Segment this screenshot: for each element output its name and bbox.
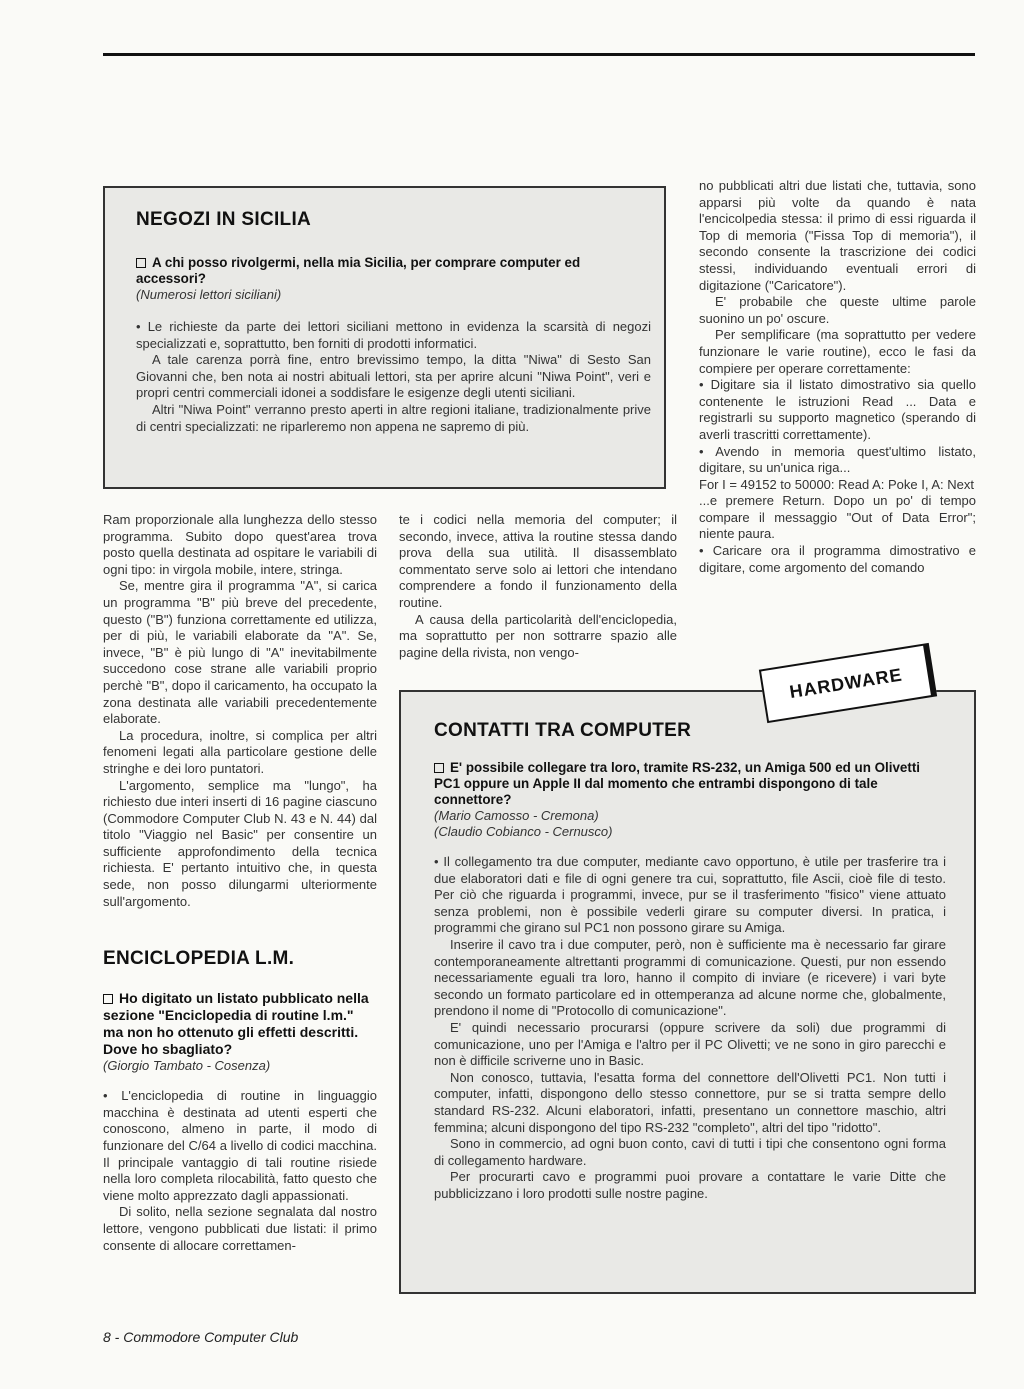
left-paragraph: La procedura, inoltre, si complica per altri fenomeni legati alla particolare gestione delle stringhe e dei loro puntatori. [103,727,377,776]
enciclopedia-paragraph: Di solito, nella sezione segnalata dal nostro lettore, vengono pubblicati due listati: il primo consente di allocare correttamen- [103,1204,377,1253]
middle-paragraph: A causa della particolarità dell'enciclopedia, ma soprattutto per non sottrarre spazio alle pagine della rivista, non vengo- [399,611,677,660]
checkbox-square-icon [103,994,113,1004]
sicilia-paragraph: • Le richieste da parte dei lettori siciliani mettono in evidenza la scarsità di negozi specializzati e, soprattutto, ben forniti di prodotti informatici. [136,319,651,351]
right-paragraph: Per semplificare (ma soprattutto per vedere funzionare le varie routine), ecco le fasi da compiere per operare correttamente: [699,327,976,376]
enciclopedia-body [103,1088,377,1254]
hardware-section-stamp: HARDWARE [759,643,937,723]
enciclopedia-paragraph: • L'enciclopedia di routine in linguaggio macchina è destinata ad utenti esperti che conoscono, almeno in parte, il modo di funzionare del C/64 a livello di codici macchina. Il principale vantaggio di tali routine risiede nella loro completa rilocabilità, fatto questo che viene molto apprezzato dagli appassionati. [103,1088,377,1203]
left-column [103,512,377,1254]
right-column [699,178,976,576]
page-footer: 8 - Commodore Computer Club [103,1329,299,1345]
sicilia-body [136,319,651,435]
right-paragraph: • Caricare ora il programma dimostrativo e digitare, come argomento del comando [699,543,976,575]
contatti-paragraph: • Il collegamento tra due computer, mediante cavo opportuno, è utile per trasferire tra i due elaboratori dati e file di ogni genere tra cui, soprattutto, file Ascii, cioè file di testo. Per ciò che riguarda i programmi, invece, pur se il trasferimento "fisico" viene attuato senza problemi, non è possibile vederli girare su computer diversi. In pratica, i programmi che girano sul PC1 non possono girare su Amiga. [434,854,946,936]
left-paragraph: Ram proporzionale alla lunghezza dello stesso programma. Subito dopo quest'area trova posto quella destinata ad ospitare le variabili di ogni tipo: in virgola mobile, intere, stringa. [103,512,377,577]
middle-column [399,512,677,661]
left-paragraph: L'argomento, semplice ma "lungo", ha richiesto due interi inserti di 16 pagine ciascuno (Commodore Computer Club N. 43 e N. 44) dal titolo "Viaggio nel Basic" per consentire un sufficiente approfondimento della tecnica richiesta. E' pertanto intuitivo che, in questa sede, non posso dilungarmi ulteriormente sull'argomento. [103,777,377,909]
middle-paragraph: te i codici nella memoria del computer; il secondo, invece, attiva la routine stessa dando prova della sua utilità. Il disassemblato commentato serve solo ai lettori che intendano comprendere a fondo il funzionamento della routine. [399,512,677,610]
sicilia-question [136,255,651,287]
contatti-paragraph: Sono in commercio, ad ogni buon conto, cavi di tutti i tipi che consentono ogni forma di collegamento hardware. [434,1136,946,1168]
sicilia-box [103,186,666,489]
contatti-question-text: E' possibile collegare tra loro, tramite RS-232, un Amiga 500 ed un Olivetti PC1 oppure un Apple II dal momento che entrambi dispongono di tale connettore? [434,760,921,807]
sicilia-byline: (Numerosi lettori siciliani) [136,287,282,302]
contatti-paragraph: E' quindi necessario procurarsi (oppure scrivere da soli) due programmi di comunicazione, uno per l'Amiga e l'altro per il PC Olivetti; ve ne sono in giro parecchi e non è difficile scriverne uno in Basic. [434,1019,946,1069]
sicilia-paragraph: A tale carenza porrà fine, entro brevissimo tempo, la ditta "Niwa" di Sesto San Giovanni che, ben nota ai nostri abituali lettori, sta per aprire alcuni "Niwa Point", veri e propri centri commerciali idonei a soddisfare le esigenze degli utenti siciliani. [136,352,651,401]
right-paragraph: • Avendo in memoria quest'ultimo listato, digitare, su un'unica riga... [699,443,976,476]
contatti-paragraph: Non conosco, tuttavia, l'esatta forma del connettore dell'Olivetti PC1. Non tutti i computer, infatti, dispongono dello stesso connettore, pur se si tratta sempre dello standard RS-232. Alcuni elaboratori, infatti, presentano un connettore maschio, altri femmina; alcuni dispongono del tipo RS-232 "completo", altri del tipo "ridotto". [434,1069,946,1135]
right-column-body [699,178,976,576]
sicilia-paragraph: Altri "Niwa Point" verranno presto aperti in altre regioni italiane, tradizionalmente prive di centri specializzati: ne riparleremo non appena ne sapremo di più. [136,401,651,434]
contatti-title: CONTATTI TRA COMPUTER [434,720,692,741]
contatti-paragraph: Inserire il cavo tra i due computer, però, non è sufficiente ma è necessario far girare contemporaneamente altrettanti programmi di comunicazione. Questi, pur non essendo necessariamente eguali tra loro, hanno il compito di inviare (e ricevere) i vari byte secondo un formato particolare ed in ottemperanza ad alcune norme che, globalmente, prendono il nome di "Protocollo di comunicazione". [434,936,946,1019]
right-paragraph: ...e premere Return. Dopo un po' di tempo compare il messaggio "Out of Data Error"; niente paura. [699,493,976,542]
top-rule [103,53,975,56]
contatti-byline-1: (Mario Camosso - Cremona) [434,808,599,823]
contatti-body [434,854,946,1202]
left-paragraph: Se, mentre gira il programma "A", si carica un programma "B" più breve del precedente, questo ("B") funziona correttamente ed utilizza, per di più, le variabili elaborate da "A". Se, invece, "B" è più lungo di "A" inevitabilmente succedono cose strane alle variabili proprio perchè "B", dopo il caricamento, ha occupato la zona destinata alle variabili precedentemente elaborate. [103,578,377,727]
enciclopedia-question [103,990,377,1058]
left-column-body [103,512,377,910]
sicilia-question-text: A chi posso rivolgermi, nella mia Sicilia, per comprare computer ed accessori? [136,255,581,286]
enciclopedia-question-text: Ho digitato un listato pubblicato nella sezione "Enciclopedia di routine l.m." ma non ho ottenuto gli effetti descritti. Dove ho sbagliato? [103,990,369,1058]
contatti-paragraph: Per procurarti cavo e programmi puoi provare a contattare le varie Ditte che pubblicizzano i loro prodotti sulle nostre pagine. [434,1169,946,1201]
right-paragraph: E' probabile che queste ultime parole suonino un po' oscure. [699,294,976,326]
contatti-byline-2: (Claudio Cobianco - Cernusco) [434,824,613,839]
enciclopedia-title: ENCICLOPEDIA L.M. [103,948,295,970]
right-paragraph: no pubblicati altri due listati che, tuttavia, sono apparsi più volte da quando è nata l'encicolpedia stessa: il primo di essi riguarda il Top di memoria ("Fissa Top di memoria"), il secondo consente la trascrizione dei codici stessi, individuando eventuali errori di digitazione ("Caricatore"). [699,178,976,293]
right-paragraph: • Digitare sia il listato dimostrativo sia quello contenente le istruzioni Read ... Data e registrarli su supporto magnetico (sperando di averli trascritti correttamente). [699,377,976,442]
right-code-line: For I = 49152 to 50000: Read A: Poke I, A: Next [699,476,974,492]
sicilia-title: NEGOZI IN SICILIA [136,209,312,230]
checkbox-square-icon [136,258,146,268]
checkbox-square-icon [434,763,444,773]
enciclopedia-byline: (Giorgio Tambato - Cosenza) [103,1058,271,1074]
contatti-question [434,760,946,808]
middle-column-body [399,512,677,661]
contatti-box [399,690,976,1294]
